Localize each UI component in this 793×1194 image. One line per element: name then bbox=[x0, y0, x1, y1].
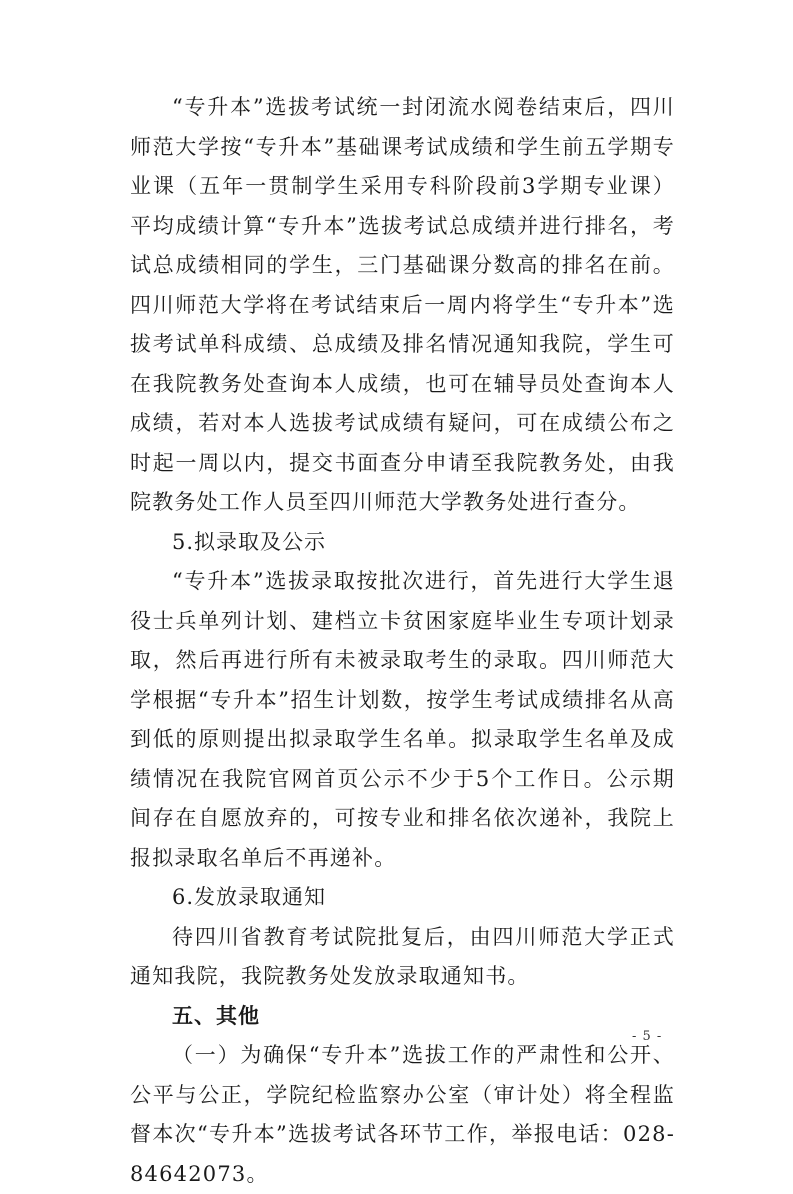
item-heading-admission-publicity: 5.拟录取及公示 bbox=[172, 529, 327, 554]
paragraph-admission-notice: 待四川省教育考试院批复后，由四川师范大学正式通知我院，我院教务处发放录取通知书。 bbox=[130, 924, 675, 988]
document-body bbox=[130, 88, 675, 1194]
paragraph-admission-publicity: “专升本”选拔录取按批次进行，首先进行大学生退役士兵单列计划、建档立卡贫困家庭毕业生专项计划录取，然后再进行所有未被录取考生的录取。四川师范大学根据“专升本”招生计划数，按学生考试成绩排名从高到低的原则提出拟录取学生名单。拟录取学生名单及成绩情况在我院官网首页公示不少于5个工作日。公示期间存在自愿放弃的，可按专业和排名依次递补，我院上报拟录取名单后不再递补。 bbox=[130, 569, 675, 870]
paragraph-score-ranking: “专升本”选拔考试统一封闭流水阅卷结束后，四川师范大学按“专升本”基础课考试成绩和学生前五学期专业课（五年一贯制学生采用专科阶段前3学期专业课）平均成绩计算“专升本”选拔考试总成绩并进行排名，考试总成绩相同的学生，三门基础课分数高的排名在前。四川师范大学将在考试结束后一周内将学生“专升本”选拔考试单科成绩、总成绩及排名情况通知我院，学生可在我院教务处查询本人成绩，也可在辅导员处查询本人成绩，若对本人选拔考试成绩有疑问，可在成绩公布之时起一周以内，提交书面查分申请至我院教务处，由我院教务处工作人员至四川师范大学教务处进行查分。 bbox=[130, 95, 675, 514]
paragraph-supervision: （一）为确保“专升本”选拔工作的严肃性和公开、公平与公正，学院纪检监察办公室（审计处）将全程监督本次“专升本”选拔考试各环节工作，举报电话：028-84642073。 bbox=[130, 1043, 675, 1186]
page-number: - 5 - bbox=[632, 1029, 663, 1044]
item-heading-admission-notice: 6.发放录取通知 bbox=[172, 885, 327, 909]
section-heading-other: 五、其他 bbox=[172, 1003, 260, 1028]
